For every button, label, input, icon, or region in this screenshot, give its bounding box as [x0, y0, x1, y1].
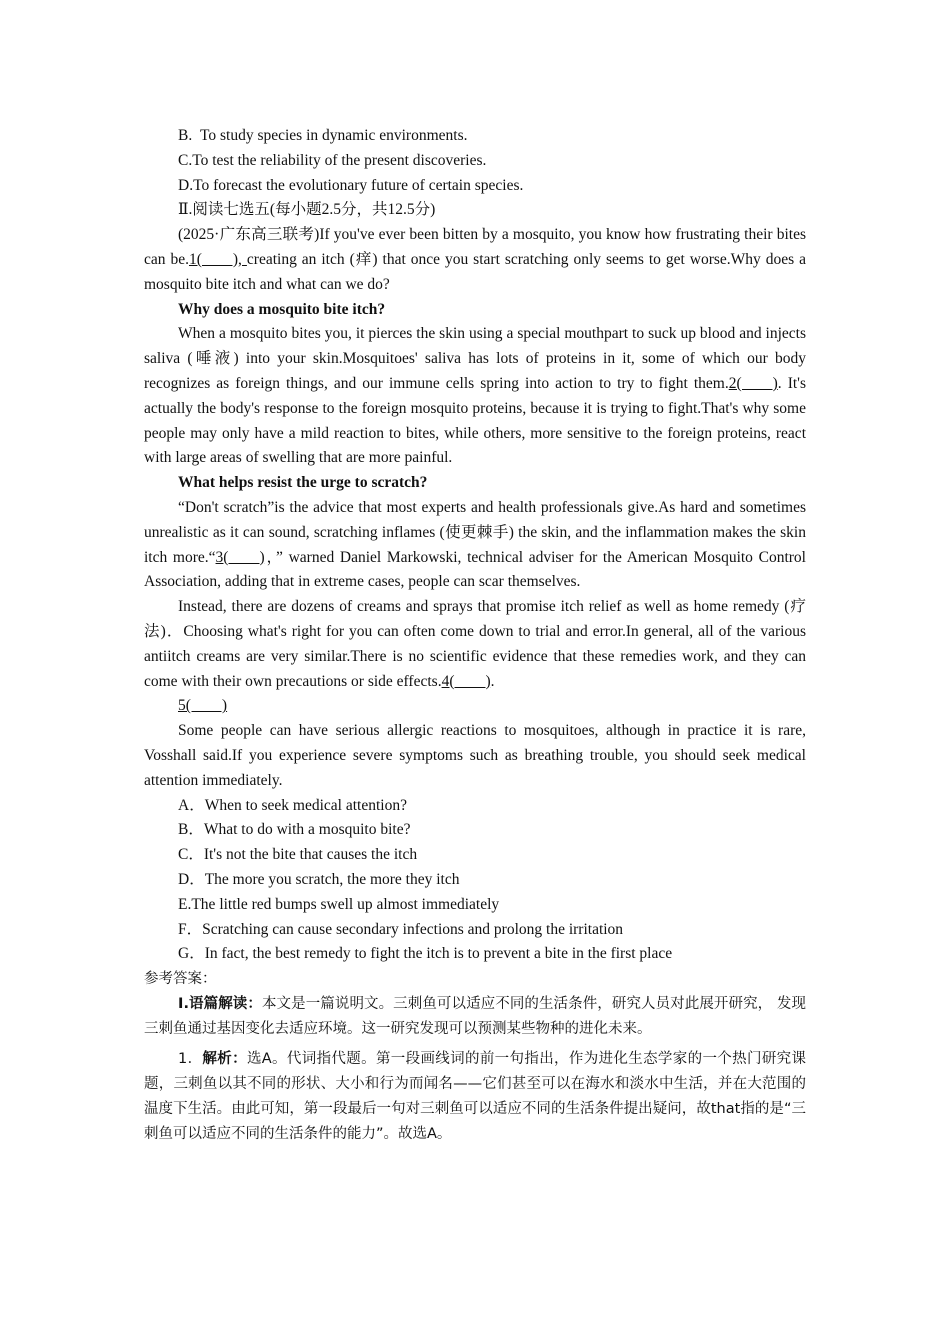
option-f: F．Scratching can cause secondary infections and prolong the irritation — [178, 920, 624, 938]
blank-5[interactable]: 5( ) — [178, 697, 228, 715]
option-c: C．It's not the bite that causes the itch — [178, 846, 418, 864]
option-d-prev: D.To forecast the evolutionary future of certain species. — [178, 176, 524, 194]
paragraph-4-start: Instead, there are dozens of creams and sprays that promise itch relief as well as home remedy (疗法)．Choosing what's right for you can often come down to trial and error.In general, all of the various antiitch creams are very similar.There is no scientific evidence that these remedies work, and they can come with their own precautions or side effects. — [144, 598, 806, 690]
paragraph-2 — [144, 322, 806, 471]
paragraph-1-end: creating an itch (痒) that once you start scratching only seems to get worse.Why does a mosquito bite itch and what can we do? — [144, 250, 807, 293]
paragraph-1 — [144, 223, 806, 297]
option-c-prev: C.To test the reliability of the present discoveries. — [178, 151, 487, 169]
heading-resist-scratch: What helps resist the urge to scratch? — [178, 474, 428, 492]
answers-discourse-analysis — [144, 992, 806, 1042]
paragraph-3 — [144, 496, 806, 595]
heading-why-itch: Why does a mosquito bite itch? — [178, 300, 386, 318]
paragraph-2-start: When a mosquito bites you, it pierces the skin using a special mouthpart to suck up blood and injects saliva (唾液) into your skin.Mosquitoes' saliva has lots of proteins in it, some of which our body recognizes as foreign things, and our immune cells spring into action to try to fight them. — [144, 325, 806, 392]
discourse-label: Ⅰ.语篇解读： — [178, 995, 262, 1012]
paragraph-4 — [144, 595, 806, 694]
option-b-prev: B. To study species in dynamic environments. — [178, 127, 468, 144]
q1-label: 解析： — [202, 1051, 247, 1068]
blank-1[interactable]: 1( ), — [188, 250, 247, 268]
discourse-text: 本文是一篇说明文。三刺鱼可以适应不同的生活条件，研究人员对此展开研究， 发现三刺鱼通过基因变化去适应环境。这一研究发现可以预测某些物种的进化未来。 — [144, 995, 807, 1037]
paragraph-3-start: “Don't scratch”is the advice that most experts and health professionals give.As hard and sometimes unrealistic as it can sound, scratching inflames (使更棘手) the skin, and the inflammation makes the skin itch more.“ — [144, 498, 806, 566]
paragraph-5: Some people can have serious allergic reactions to mosquitoes, although in practice it is rare, Vosshall said.If you experience severe symptoms such as breathing trouble, you should seek medical attention immediately. — [144, 722, 806, 789]
paragraph-2-end: . It's actually the body's response to the foreign mosquito proteins, because it is trying to fight.That's why some people may only have a mild reaction to bites, while others, more sensitive to the foreign proteins, react with large areas of swelling that are more painful. — [144, 374, 806, 467]
option-a: A．When to seek medical attention? — [178, 796, 407, 814]
answers-title: 参考答案： — [144, 971, 217, 988]
paragraph-3-end: ，” warned Daniel Markowski, technical adviser for the American Mosquito Control Association, adding that in extreme cases, people can scar themselves. — [144, 548, 806, 591]
q1-number: 1． — [178, 1051, 203, 1068]
q1-text: 选A。代词指代题。第一段画线词的前一句指出，作为进化生态学家的一个热门研究课题，三刺鱼以其不同的形状、大小和行为而闻名——它们甚至可以在海水和淡水中生活，并在大范围的温度下生活。由此可知，第一段最后一句对三刺鱼可以适应不同的生活条件提出疑问，故that指的是“三刺鱼可以适应不同的生活条件的能力”。故选A。 — [144, 1051, 807, 1142]
answers-q1 — [144, 1047, 806, 1146]
option-b: B．What to do with a mosquito bite? — [178, 821, 411, 839]
paragraph-4-end: . — [490, 672, 495, 690]
blank-5-line — [144, 694, 806, 719]
section-title: Ⅱ.阅读七选五(每小题2.5分，共12.5分) — [178, 201, 436, 219]
document-page — [144, 124, 806, 1147]
blank-3[interactable]: 3( ) — [215, 548, 265, 566]
blank-4[interactable]: 4( ) — [441, 672, 491, 690]
blank-2[interactable]: 2( ) — [728, 374, 778, 392]
option-g: G．In fact, the best remedy to fight the itch is to prevent a bite in the first place — [178, 945, 673, 963]
paragraph-1-start: (2025·广东高三联考)If you've ever been bitten by a mosquito, you know how frustrating their bites can be. — [144, 226, 806, 268]
option-d: D．The more you scratch, the more they itch — [178, 870, 460, 888]
option-e: E.The little red bumps swell up almost immediately — [178, 895, 500, 913]
